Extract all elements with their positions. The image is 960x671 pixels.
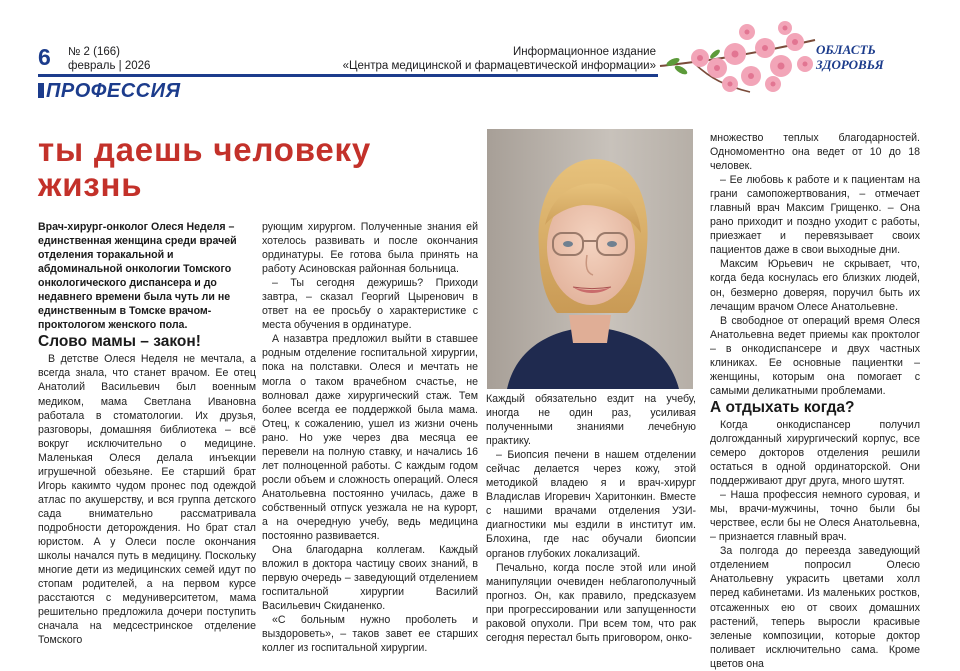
cherry-blossom-illustration	[655, 18, 820, 98]
subheading-2: А отдыхать когда?	[710, 398, 855, 416]
paragraph: множество теплых благодарностей. Одномоментно она ведет от 10 до 18 человек.	[710, 132, 920, 173]
column-3	[486, 392, 696, 645]
section-bar	[38, 83, 44, 98]
paragraph: Максим Юрьевич не скрывает, что, когда беда коснулась его близких людей, он, безмерно доверяя, поручил быть их лечащим врачом Олесе Анатольевне.	[710, 258, 920, 313]
paragraph: – Биопсия печени в нашем отделении сейчас делается через кожу, этой методикой владею я и врач-хирург Владислав Игоревич Харитонкин. Вместе с нашими врачами отделения УЗИ-диагностики мы ездили в институт им. Блохина, где нас обучали биопсии органов глубоких локализаций.	[486, 449, 696, 560]
subheading-1: Слово мамы – закон!	[38, 333, 201, 351]
section-title: ПРОФЕССИЯ	[46, 80, 181, 102]
issue-date: февраль | 2026	[68, 60, 151, 72]
paragraph: рующим хирургом. Полученные знания ей хотелось развивать и после окончания ординатуры. Ее готова была принять на работу Асиновская районная больница.	[262, 221, 478, 276]
page-number: 6	[38, 44, 51, 70]
issue-number: № 2 (166)	[68, 46, 120, 58]
portrait-photo	[487, 129, 693, 389]
paragraph: Она благодарна коллегам. Каждый вложил в доктора частицу своих знаний, в первую очередь – заведующий отделением госпитальной хирургии Василий Васильевич Скиданенко.	[262, 544, 478, 613]
brand-line-1: ОБЛАСТЬ	[816, 42, 876, 57]
header-rule	[38, 74, 658, 77]
paragraph: Когда онкодиспансер получил долгожданный хирургический корпус, все семеро докторов отделения решили остаться в одной ординаторской. Они поддерживают друг друга, много шутят.	[710, 418, 920, 488]
issue-info	[68, 45, 150, 73]
article-headline: ты даешь человеку жизнь	[38, 131, 371, 203]
column-1	[38, 220, 256, 647]
paragraph: «С больным нужно проболеть и выздороветь», – таков завет ее старших коллег из госпитальной хирургии.	[262, 614, 478, 655]
paragraph: Печально, когда после этой или иной манипуляции очевиден неблагополучный прогноз. Он, как правило, предсказуем при прогрессировании или запущенности раковой опухоли. При всем том, что рак сегодня перестал быть приговором, онко-	[486, 561, 696, 644]
brand-line-2: ЗДОРОВЬЯ	[816, 57, 884, 72]
paragraph: – Ты сегодня дежуришь? Приходи завтра, – сказал Георгий Цыренович в ответ на ее просьбу о характеристике с места обучения в ординатуре.	[262, 277, 478, 332]
brand-logo	[812, 42, 952, 72]
paragraph: А назавтра предложил выйти в ставшее родным отделение госпитальной хирургии, пока на полставки. Олеся и мечтать не могла о таком врачебном счастье, не волновал даже хирургический стаж. Тем более всегда ее поддержкой была мама. Отец, к сожалению, ушел из жизни очень рано. Но уже через два месяца ее перевели на полную ставку, и начались 16 лет полноценной работы. С каждым годом росли объем и сложность операций. Олеся Анатольевна постоянно училась, даже в собственный отпуск уезжала не на курорт, а на очередную учебу, ведь медицина постоянно развивается.	[262, 333, 478, 543]
paragraph: – Ее любовь к работе и к пациентам на грани самопожертвования, – отмечает главный врач Максим Грищенко. – Она рано приходит и поздно уходит с работы, приезжает и перевязывает своих пациентов даже в свои выходные дни.	[710, 174, 920, 257]
paragraph: В свободное от операций время Олеся Анатольевна ведет приемы как проктолог – в онкодиспансере и двух частных клиниках. Ее основные пациентки – женщины, которым она помогает с самыми деликатными проблемами.	[710, 314, 920, 397]
publisher-line-1: Информационное издание	[513, 46, 656, 58]
column-4	[710, 131, 920, 671]
paragraph: – Наша профессия немного суровая, и мы, врачи-мужчины, точно были бы черствее, если бы не Олеся Анатольевна, – признается главный врач.	[710, 489, 920, 544]
paragraph: За полгода до переезда заведующий отделением попросил Олесю Анатольевну украсить цветами холл перед кабинетами. Из маленьких ростков, отсаженных ею от своих домашних растений, теперь выросли красивые зеленые композиции, которые доктор поливает исключительно сама. Кроме цветов она	[710, 545, 920, 670]
publisher-line-2: «Центра медицинской и фармацевтической информации»	[342, 60, 656, 72]
article-lead: Врач-хирург-онколог Олеся Неделя – единственная женщина среди врачей отделения торакальной и абдоминальной онкологии Томского онкологического диспансера и до недавнего времени была чуть ли не единственным в Томске врачом-проктологом женского пола.	[38, 221, 237, 332]
paragraph: В детстве Олеся Неделя не мечтала, а всегда знала, что станет врачом. Ее отец Анатолий Васильевич был военным медиком, мама Светлана Ивановна работала в стоматологии. Их друзья, разговоры, домашняя библиотека – всё вокруг исключительно о медицине. Маленькая Олеся делала инъекции игрушечной обезьяне. Ее старший брат Игорь какимто чудом пронес под одеждой атлас по акушерству, и вся группа детского сада внимательно рассматривала подробности деторождения. Но брат стал юристом. А у Олеси после окончания школы начался путь в медицину. Поскольку многие дети из медицинских семей идут по стопам родителей, а на первом курсе расстаются с медуниверситетом, мама решительно предложила дочери поступить сначала на медсестринское отделение Томского	[38, 353, 256, 647]
column-2	[262, 220, 478, 655]
publisher-info	[340, 45, 656, 73]
paragraph: Каждый обязательно ездит на учебу, иногда не один раз, усиливая полученными знаниями лечебную практику.	[486, 393, 696, 448]
